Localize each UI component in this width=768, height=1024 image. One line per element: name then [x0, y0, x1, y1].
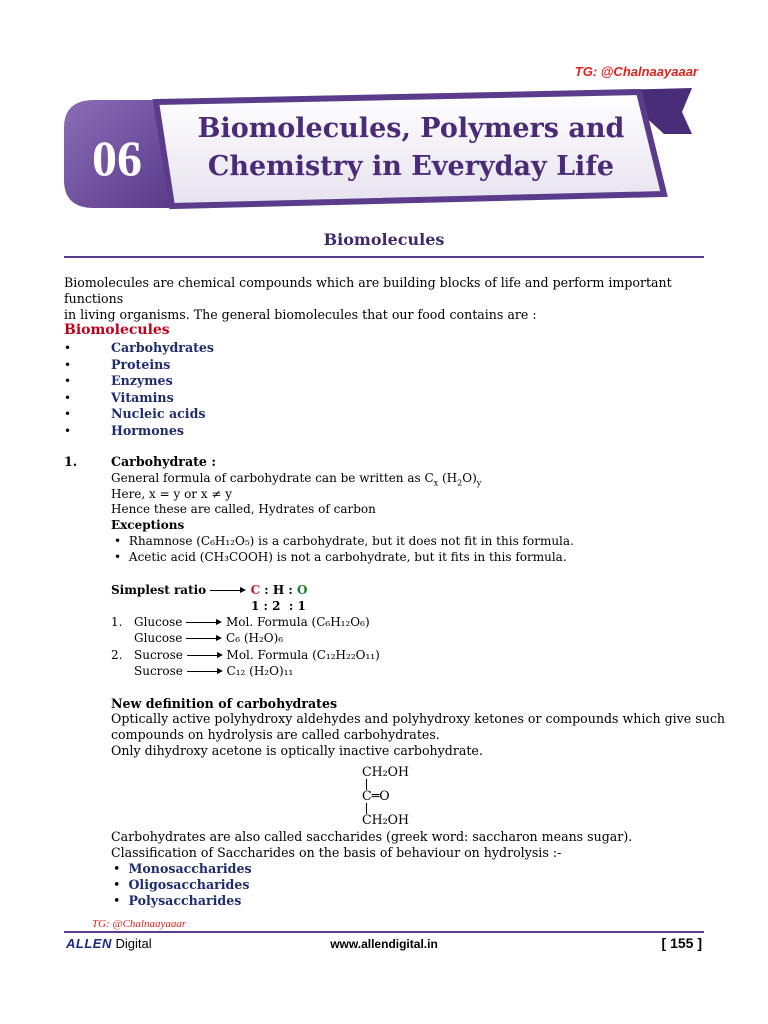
- ratio-oxygen: O: [297, 583, 308, 597]
- arrow-icon: [186, 636, 222, 642]
- list-item: [64, 340, 364, 357]
- carbohydrate-heading: Carbohydrate :: [111, 454, 216, 469]
- list-item: [64, 423, 364, 440]
- formula-sub-2: 2: [457, 478, 463, 488]
- list-item: [64, 373, 364, 390]
- biomolecules-list: [64, 340, 364, 439]
- example-line: [134, 614, 370, 630]
- exception-text: Acetic acid (CH₃COOH) is not a carbohydrate, but it fits in this formula.: [128, 550, 567, 564]
- ratio-values: 1 : 2 : 1: [251, 599, 306, 613]
- intro-line: in living organisms. The general biomolecules that our food contains are :: [64, 307, 537, 322]
- bullet-icon: •: [113, 877, 121, 892]
- chapter-title-line1: Biomolecules, Polymers and: [197, 113, 625, 144]
- hence-line: Hence these are called, Hydrates of carbon: [111, 502, 376, 516]
- website-link[interactable]: www.allendigital.in: [330, 937, 438, 951]
- biomolecules-heading: Biomolecules: [64, 322, 170, 338]
- example-value: Mol. Formula (C₁₂H₂₂O₁₁): [226, 648, 380, 662]
- formula-text: O): [462, 471, 477, 485]
- exception-item: [114, 533, 574, 549]
- class-item: [113, 877, 249, 893]
- list-item-label: Nucleic acids: [111, 406, 206, 421]
- example-value: Mol. Formula (C₆H₁₂O₆): [226, 615, 370, 629]
- telegram-handle-top: TG: @Chalnaayaaar: [574, 64, 698, 79]
- new-definition-line: Optically active polyhydroxy aldehydes and polyhydroxy ketones or compounds which give such: [111, 711, 725, 726]
- example-line: [134, 647, 380, 663]
- carbohydrate-number: 1.: [64, 454, 78, 469]
- formula-sub-x: x: [433, 478, 439, 488]
- section-title: Biomolecules: [323, 230, 445, 249]
- list-item: [64, 406, 364, 423]
- bullet-icon: •: [113, 861, 121, 876]
- example-line: [134, 630, 283, 646]
- example-value: C₁₂ (H₂O)₁₁: [226, 664, 294, 678]
- section-divider: [64, 256, 704, 258]
- chapter-title: [176, 110, 646, 186]
- intro-line: Biomolecules are chemical compounds which are building blocks of life and perform important functions: [64, 275, 672, 306]
- list-item-label: Hormones: [111, 422, 184, 438]
- list-item-label: Carbohydrates: [111, 340, 215, 355]
- brand-suffix: Digital: [111, 936, 152, 951]
- bullet-icon: •: [64, 374, 72, 388]
- list-item-label: Enzymes: [111, 373, 173, 388]
- class-item: [113, 893, 241, 909]
- bullet-icon: •: [64, 357, 72, 372]
- saccharides-line: Carbohydrates are also called saccharides (greek word: saccharon means sugar).: [111, 829, 633, 844]
- exception-text: Rhamnose (C₆H₁₂O₅) is a carbohydrate, but it does not fit in this formula.: [128, 534, 574, 548]
- bullet-icon: •: [114, 550, 125, 564]
- ratio-hydrogen: : H :: [260, 583, 298, 597]
- example-name: Glucose: [134, 615, 183, 629]
- here-line: Here, x = y or x ≠ y: [111, 487, 233, 501]
- structure-middle: C═O: [362, 788, 390, 803]
- bullet-icon: •: [114, 534, 125, 548]
- example-name: Glucose: [134, 631, 183, 645]
- arrow-icon: [186, 620, 222, 626]
- arrow-icon: [210, 588, 246, 594]
- footer-divider: [64, 931, 704, 933]
- bullet-icon: •: [64, 423, 72, 438]
- structure-bottom: CH₂OH: [362, 812, 409, 827]
- list-item: [64, 357, 364, 374]
- new-definition-line: Only dihydroxy acetone is optically inactive carbohydrate.: [111, 743, 483, 758]
- ratio-carbon: C: [250, 583, 261, 597]
- formula-text: (H: [438, 471, 458, 485]
- example-name: Sucrose: [134, 648, 183, 662]
- bullet-icon: •: [64, 390, 72, 405]
- example-value: C₆ (H₂O)₆: [226, 631, 284, 645]
- class-item: [113, 861, 252, 877]
- class-label: Oligosaccharides: [128, 877, 250, 892]
- example-name: Sucrose: [134, 664, 183, 678]
- chapter-number: 06: [92, 130, 142, 186]
- chapter-title-line2: Chemistry in Everyday Life: [207, 151, 615, 182]
- simplest-ratio-line: [111, 582, 308, 598]
- saccharides-line: Classification of Saccharides on the basis of behaviour on hydrolysis :-: [111, 845, 562, 860]
- structure-top: CH₂OH: [362, 764, 409, 779]
- list-item-label: Vitamins: [111, 389, 174, 405]
- arrow-icon: [187, 669, 223, 675]
- telegram-handle-footer: TG: @Chalnaayaaar: [92, 918, 187, 930]
- class-label: Polysaccharides: [128, 893, 242, 908]
- example-number: 2.: [111, 648, 123, 662]
- ratio-label: Simplest ratio: [111, 583, 207, 597]
- bullet-icon: •: [64, 341, 72, 355]
- class-label: Monosaccharides: [128, 861, 252, 876]
- formula-text: General formula of carbohydrate can be written as C: [111, 471, 434, 485]
- new-definition-heading: New definition of carbohydrates: [111, 696, 338, 711]
- formula-sub-y: y: [476, 478, 482, 488]
- page-number: [ 155 ]: [661, 935, 702, 951]
- example-line: [134, 663, 293, 679]
- intro-paragraph: [64, 275, 704, 323]
- arrow-icon: [187, 653, 223, 659]
- list-item: [64, 390, 364, 407]
- bullet-icon: •: [64, 407, 72, 421]
- bullet-icon: •: [113, 893, 121, 908]
- exception-item: [114, 549, 567, 565]
- list-item-label: Proteins: [111, 356, 171, 372]
- example-number: 1.: [111, 615, 123, 629]
- new-definition-line: compounds on hydrolysis are called carbohydrates.: [111, 727, 440, 742]
- brand-name: ALLEN: [66, 936, 112, 951]
- exceptions-heading: Exceptions: [111, 518, 185, 532]
